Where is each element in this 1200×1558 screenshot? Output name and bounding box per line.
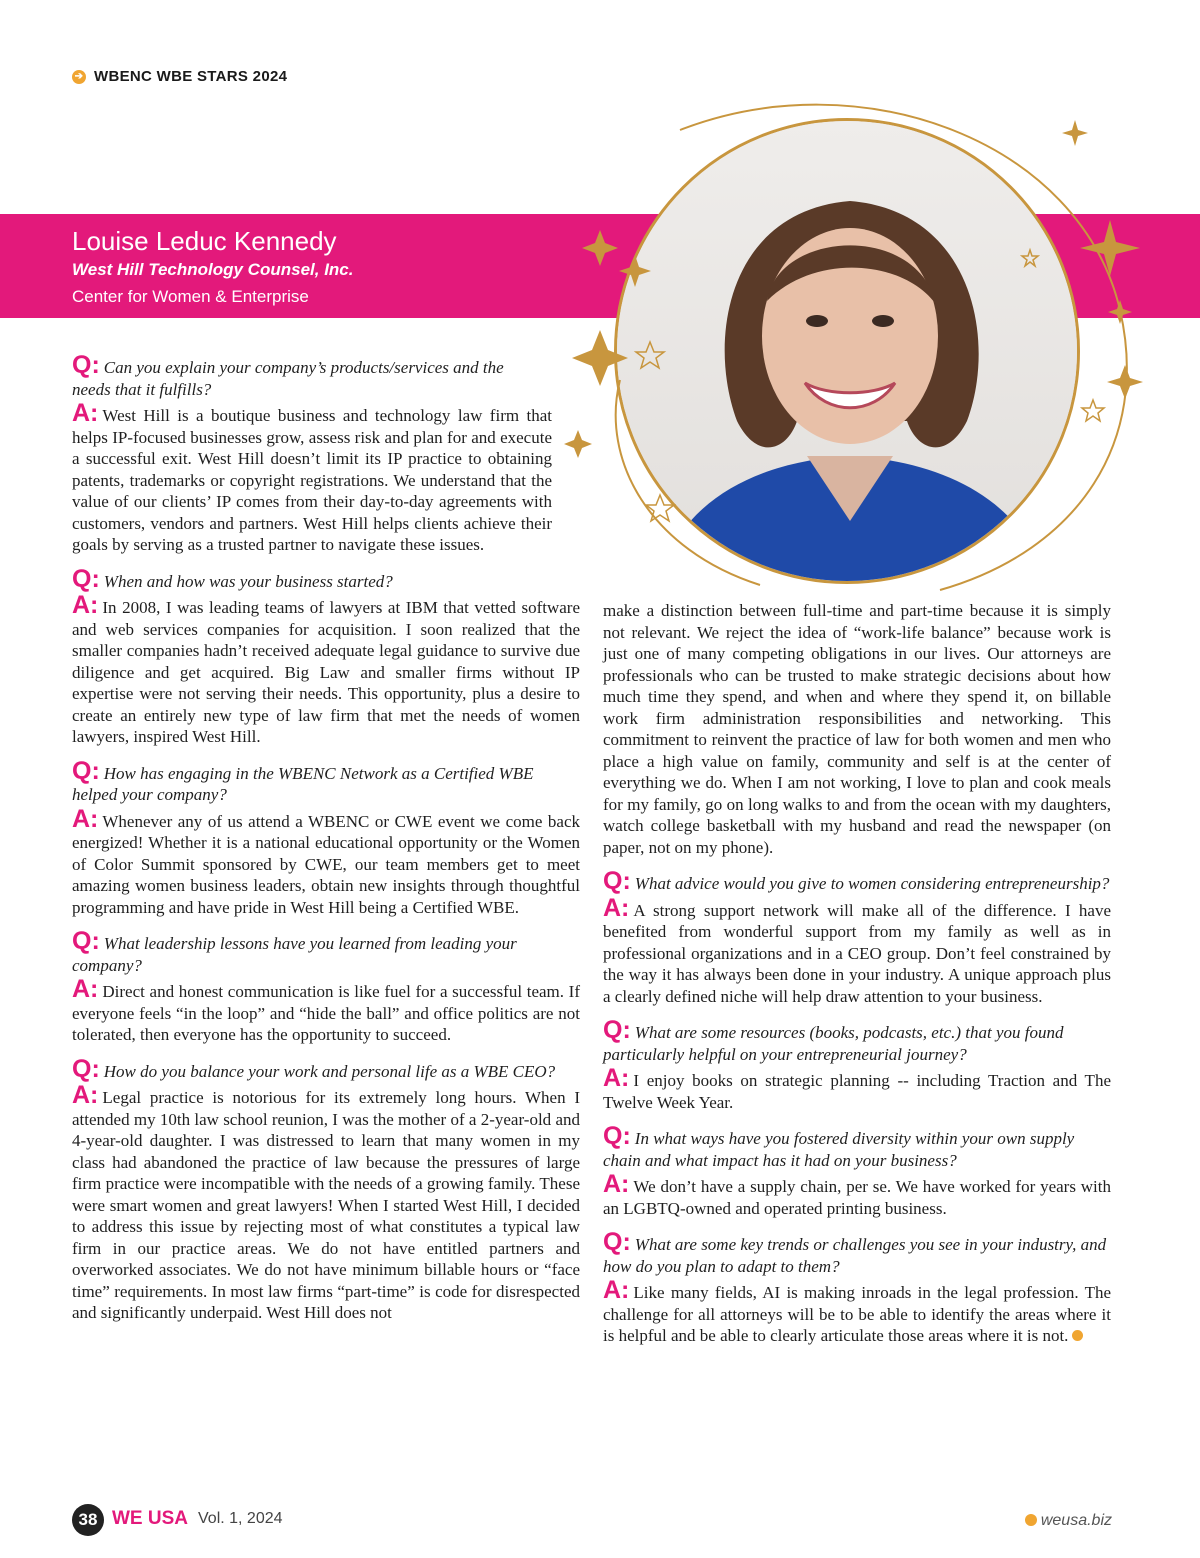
- a-marker: A:: [72, 804, 99, 833]
- qa-item: [603, 1228, 1111, 1347]
- question: Can you explain your company’s products/services and the needs that it fulfills?: [72, 358, 504, 399]
- answer: In 2008, I was leading teams of lawyers at IBM that vetted software and web services companies for acquisition. I soon realized that the smaller companies hadn’t received adequate legal guidance to survive due diligence and get acquired. Big Law and smaller firms without IP expertise were not serving their needs. This opportunity, plus a desire to create an entirely new type of law firm that met the needs of women lawyers, inspired West Hill.: [72, 598, 580, 746]
- issue-label: Vol. 1, 2024: [198, 1510, 283, 1527]
- section-title: WBENC WBE STARS 2024: [94, 68, 288, 85]
- globe-icon: [1025, 1514, 1037, 1526]
- end-mark-icon: [1072, 1330, 1083, 1341]
- a-marker: A:: [72, 975, 99, 1003]
- q-marker: Q:: [72, 1054, 100, 1083]
- qa-item: [72, 756, 580, 919]
- qa-item: [603, 1016, 1111, 1113]
- q-marker: Q:: [603, 1228, 631, 1256]
- website-text: weusa.biz: [1040, 1512, 1112, 1529]
- question: What are some resources (books, podcasts, etc.) that you found particularly helpful on your entrepreneurial journey?: [603, 1023, 1064, 1064]
- answer: Like many fields, AI is making inroads in the legal profession. The challenge for all attorneys will be to be able to identify the areas where it is helpful and be able to clearly articulate those areas where it is not.: [603, 1283, 1111, 1345]
- answer: I enjoy books on strategic planning -- including Traction and The Twelve Week Year.: [603, 1071, 1111, 1112]
- profile-name: Louise Leduc Kennedy: [72, 226, 337, 256]
- question: How do you balance your work and personal life as a WBE CEO?: [103, 1061, 556, 1081]
- portrait-photo: [614, 118, 1080, 584]
- answer: We don’t have a supply chain, per se. We have worked for years with an LGBTQ-owned and operated printing business.: [603, 1177, 1111, 1218]
- a-marker: A:: [603, 1170, 630, 1198]
- profile-org: Center for Women & Enterprise: [72, 287, 309, 306]
- q-marker: Q:: [72, 756, 100, 785]
- question: What advice would you give to women considering entrepreneurship?: [634, 874, 1110, 893]
- left-column: [72, 351, 580, 1338]
- question: What are some key trends or challenges you see in your industry, and how do you plan to adapt to them?: [603, 1235, 1107, 1276]
- q-marker: Q:: [72, 927, 100, 955]
- question: How has engaging in the WBENC Network as a Certified WBE helped your company?: [72, 763, 534, 804]
- a-marker: A:: [72, 1081, 99, 1109]
- qa-item: [72, 1054, 580, 1324]
- page-number: 38: [72, 1504, 104, 1536]
- a-marker: A:: [72, 399, 99, 427]
- question: What leadership lessons have you learned from leading your company?: [72, 934, 517, 975]
- qa-continuation: [603, 600, 1111, 858]
- a-marker: A:: [603, 1064, 630, 1092]
- answer-continuation: make a distinction between full-time and part-time because it is simply not relevant. We reject the idea of “work-life balance” because work is just one of many competing obligations in our lives. Our attorneys are professionals who can be trusted to make strategic decisions about how much time they spend, and when and where they spend it, on billable work firm administration responsibilities and networking. This commitment to reinvent the practice of law for both women and men who place a high value on family, community and self is at the center of everything we do. When I am not working, I love to plan and cook meals for my family, go on long walks to and from the ocean with my daughters, watch college basketball with my husband and read the newspaper (on paper, not on my phone).: [603, 601, 1111, 857]
- answer: West Hill is a boutique business and technology law firm that helps IP-focused businesses grow, assess risk and plan for and execute a successful exit. West Hill doesn’t limit its IP practice to obtaining patents, trademarks or copyright registrations. We understand that the value of our clients’ IP comes from their day-to-day agreements with customers, vendors and partners. West Hill helps clients achieve their goals by serving as a trusted partner to navigate these issues.: [72, 406, 552, 554]
- q-marker: Q:: [603, 1122, 631, 1150]
- answer: Legal practice is notorious for its extremely long hours. When I attended my 10th law school reunion, I was the mother of a 2-year-old and 4-year-old daughter. I was distressed to learn that many women in my class had abandoned the practice of law because the pressures of large firm practice were incompatible with the needs of a growing family. These were smart women and great lawyers! When I started West Hill, I decided to address this issue by rejecting most of what constitutes a typical law firm in our practice areas. We do not have entitled partners and overworked associates. We do not have minimum billable hours or “face time” requirements. In most law firms “part-time” is code for disrespected and significantly underpaid. West Hill does not: [72, 1088, 580, 1322]
- page-footer: [72, 1504, 1112, 1536]
- arrow-right-icon: ➔: [72, 70, 86, 84]
- answer: Whenever any of us attend a WBENC or CWE event we come back energized! Whether it is a national educational opportunity or the Women of Color Summit sponsored by CWE, our team members get to meet amazing women business leaders, obtain new insights through thoughtful programming and have pride in West Hill being a Certified WBE.: [72, 811, 580, 917]
- qa-item: [603, 867, 1111, 1007]
- q-marker: Q:: [603, 1016, 631, 1044]
- qa-item: [72, 564, 580, 748]
- magazine-brand: WE USA: [112, 1508, 188, 1529]
- q-marker: Q:: [72, 351, 100, 379]
- section-tag: [72, 68, 287, 85]
- a-marker: A:: [72, 591, 99, 619]
- question: When and how was your business started?: [103, 571, 393, 591]
- q-marker: Q:: [72, 564, 100, 593]
- qa-item: [72, 351, 580, 556]
- qa-item: [603, 1122, 1111, 1219]
- answer: Direct and honest communication is like fuel for a successful team. If everyone feels “in the loop” and “hide the ball” and office politics are not tolerated, then everyone has the opportunity to succeed.: [72, 982, 580, 1044]
- website-link[interactable]: [1025, 1512, 1112, 1530]
- qa-item: [72, 927, 580, 1046]
- question: In what ways have you fostered diversity within your own supply chain and what impact has it had on your business?: [603, 1129, 1075, 1170]
- profile-company: West Hill Technology Counsel, Inc.: [72, 260, 354, 279]
- a-marker: A:: [603, 1276, 630, 1304]
- q-marker: Q:: [603, 867, 631, 895]
- right-column: [603, 600, 1111, 1361]
- a-marker: A:: [603, 893, 630, 922]
- answer: A strong support network will make all of the difference. I have benefited from wonderful support from my family as well as in professional organizations and in a CEO group. Don’t feel constrained by the way it has always been done in your industry. A unique approach plus a clearly defined niche will help draw attention to your business.: [603, 900, 1111, 1006]
